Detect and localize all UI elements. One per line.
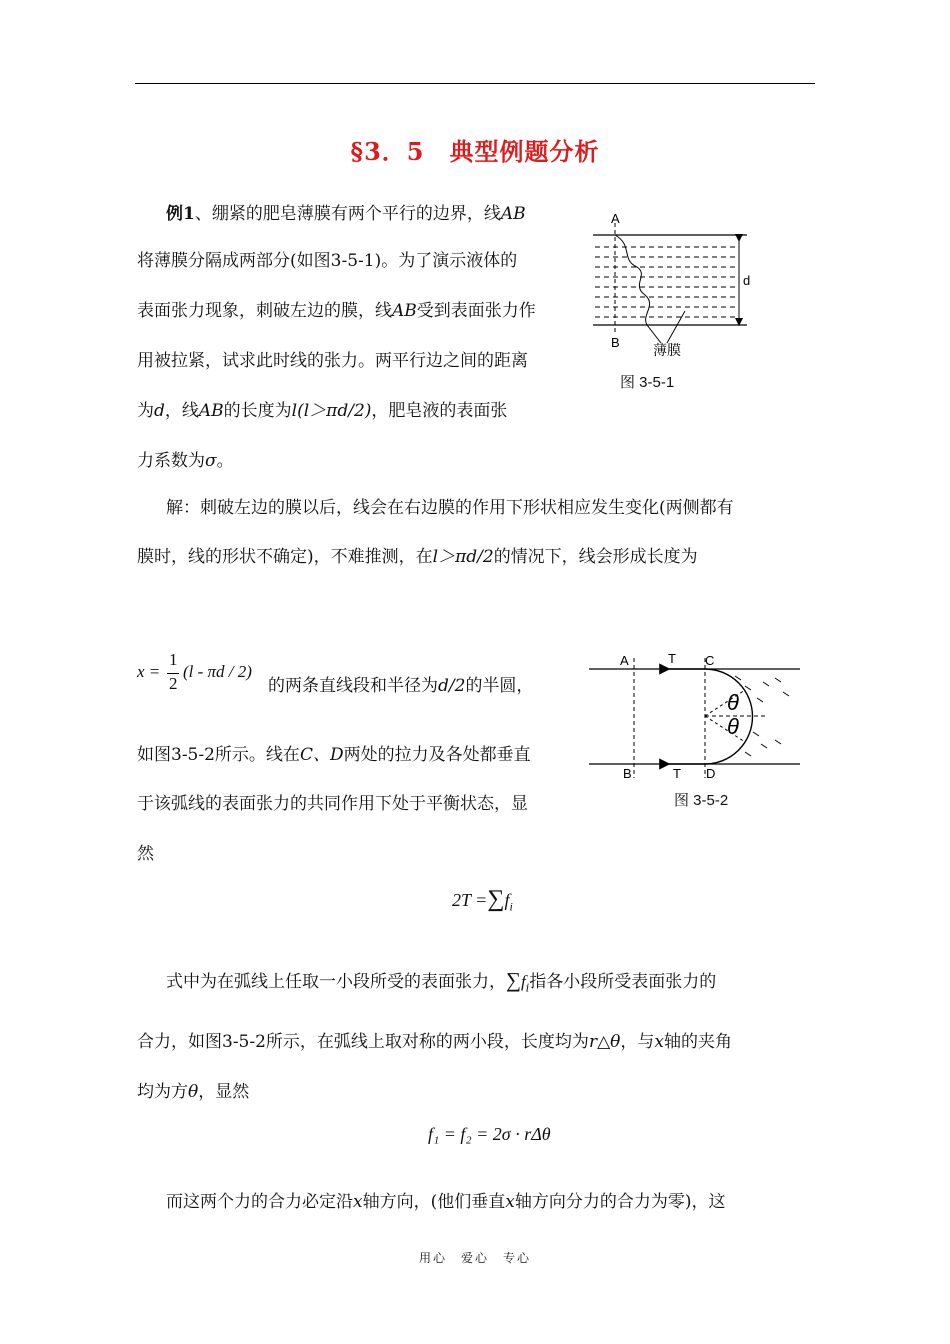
para3-line1: 式中为在弧线上任取一小段所受的表面张力，$\sum f_i$指各小段所受表面张力的 — [166, 968, 717, 995]
figure-3-5-2 — [585, 648, 810, 788]
page-footer: 用心 爱心 专心 — [418, 1251, 531, 1265]
formula-rest: (l - πd / 2) — [183, 662, 252, 681]
example1-line3: 表面张力现象，刺破左边的膜，线AB受到表面张力作 — [137, 301, 536, 321]
solution-line2: 膜时，线的形状不确定)，不难推测，在l＞πd/2的情况下，线会形成长度为 — [137, 547, 698, 567]
theta-1: θ — [727, 690, 739, 715]
formula-x — [137, 650, 267, 700]
example1-line6: 力系数为σ。 — [137, 451, 234, 471]
formula-num: 1 — [169, 650, 178, 669]
example1-line4: 用被拉紧，试求此时线的张力。两平行边之间的距离 — [137, 351, 528, 371]
label-film: 薄膜 — [653, 342, 681, 358]
label-c: C — [705, 653, 715, 668]
thread-ab — [615, 235, 650, 325]
theta-2: θ — [727, 714, 739, 739]
formula-lhs: x = — [137, 662, 161, 681]
label-d: D — [706, 766, 716, 781]
para3-line2: 合力，如图3-5-2所示，在弧线上取对称的两小段，长度均为r△θ，与x轴的夹角 — [137, 1032, 732, 1052]
radius-1 — [705, 690, 745, 716]
label-b: B — [611, 335, 620, 350]
para3-line3: 均为方θ，显然 — [137, 1082, 250, 1102]
label-d: d — [743, 273, 751, 288]
example-label: 例1 — [166, 204, 195, 224]
solution-line1: 解：刺破左边的膜以后，线会在右边膜的作用下形状相应发生变化(两侧都有 — [166, 498, 734, 518]
equation-f1f2: f₁ = f₂ = 2σ · rΔθ — [428, 1124, 551, 1144]
para2-line1: 的两条直线段和半径为d/2的半圆， — [268, 676, 534, 696]
example1-line1: 例1、绷紧的肥皂薄膜有两个平行的边界，线AB — [166, 204, 526, 224]
page-title: §3．5 典型例题分析 — [350, 137, 600, 166]
para2-line3: 于该弧线的表面张力的共同作用下处于平衡状态，显 — [137, 794, 528, 814]
radius-2 — [705, 716, 745, 742]
label-t-top: T — [668, 651, 676, 666]
film-pointer-1 — [647, 325, 661, 343]
para2-line2: 如图3-5-2所示。线在C、D两处的拉力及各处都垂直 — [137, 745, 531, 765]
header-rule — [135, 83, 815, 84]
example1-line5: 为d，线AB的长度为l(l＞πd/2)，肥皂液的表面张 — [137, 401, 508, 421]
para4-line1: 而这两个力的合力必定沿x轴方向，(他们垂直x轴方向分力的合力为零)，这 — [166, 1192, 726, 1212]
label-b: B — [623, 766, 632, 781]
para2-line4: 然 — [137, 844, 154, 864]
film-hatch — [595, 247, 735, 317]
label-a: A — [611, 211, 620, 226]
label-a: A — [620, 653, 629, 668]
figure-caption-1: 图 3-5-1 — [620, 374, 675, 391]
formula-den: 2 — [169, 674, 178, 693]
example1-line2: 将薄膜分隔成两部分(如图3-5-1)。为了演示液体的 — [137, 251, 518, 271]
film-pointer-2 — [667, 311, 685, 343]
label-t-bottom: T — [673, 766, 681, 781]
figure-caption-2: 图 3-5-2 — [674, 792, 729, 809]
equation-2t: $2T =\sum f_i$ — [452, 886, 513, 914]
